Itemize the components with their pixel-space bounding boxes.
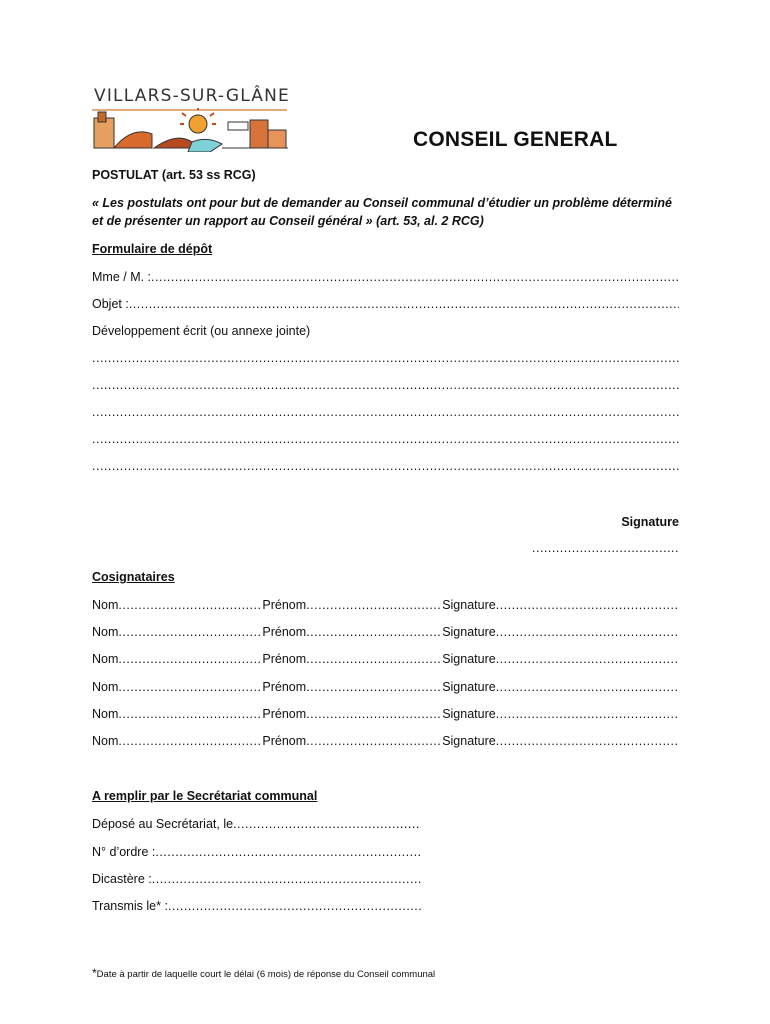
nom-label: Nom [92,707,119,721]
cosignatory-row[interactable] [92,734,679,748]
signature-label: Signature [621,515,679,529]
prenom-label: Prénom [262,625,307,639]
postulat-intro-line-2: et de présenter un rapport au Conseil général » (art. 53, al. 2 RCG) [92,214,484,228]
transmitted-label: Transmis le* : [92,899,168,913]
deposited-dotted-line[interactable] [233,817,421,831]
name-dotted-line[interactable] [151,270,679,284]
cosignatory-row[interactable] [92,652,679,666]
deposited-label: Déposé au Secrétariat, le [92,817,234,831]
signature-dotted-line[interactable] [496,680,679,694]
signature-label: Signature [442,707,496,721]
order-number-label: N° d’ordre : [92,845,156,859]
signature-dotted-line[interactable] [532,541,679,557]
development-label: Développement écrit (ou annexe jointe) [92,324,311,338]
order-number-dotted-line[interactable] [155,845,421,859]
signature-dotted-line[interactable] [496,707,679,721]
prenom-label: Prénom [262,598,307,612]
cosignataires-title: Cosignataires [92,570,175,584]
name-label: Mme / M. : [92,270,152,284]
secretariat-title: A remplir par le Secrétariat communal [92,789,318,803]
signature-label: Signature [442,652,496,666]
signature-label: Signature [442,625,496,639]
object-field[interactable] [92,297,679,311]
signature-dotted-line[interactable] [496,734,679,748]
cosignatory-row[interactable] [92,625,679,639]
object-label: Objet : [92,297,129,311]
signature-dotted-line[interactable] [496,652,679,666]
object-dotted-line[interactable] [129,297,679,311]
nom-dotted-line[interactable] [118,598,262,612]
logo-illustration [92,108,292,152]
page-title: CONSEIL GENERAL [413,128,618,151]
prenom-dotted-line[interactable] [306,707,442,721]
dicastere-dotted-line[interactable] [152,872,421,886]
cosignatory-row[interactable] [92,680,679,694]
prenom-dotted-line[interactable] [306,598,442,612]
development-line[interactable] [92,378,679,394]
development-line[interactable] [92,432,679,448]
transmitted-dotted-line[interactable] [168,899,421,913]
transmitted-field[interactable] [92,899,421,913]
development-line[interactable] [92,405,679,421]
footnote-star: * [92,966,97,980]
prenom-dotted-line[interactable] [306,734,442,748]
cosignatory-row[interactable] [92,707,679,721]
signature-label: Signature [442,734,496,748]
prenom-dotted-line[interactable] [306,652,442,666]
dicastere-label: Dicastère : [92,872,152,886]
nom-dotted-line[interactable] [118,625,262,639]
nom-label: Nom [92,734,119,748]
municipality-logo [92,84,292,154]
postulat-heading: POSTULAT (art. 53 ss RCG) [92,168,256,182]
name-field[interactable] [92,270,679,284]
development-line[interactable] [92,459,679,475]
prenom-dotted-line[interactable] [306,625,442,639]
prenom-label: Prénom [262,652,307,666]
nom-dotted-line[interactable] [118,680,262,694]
cosignatory-row[interactable] [92,598,679,612]
nom-dotted-line[interactable] [118,652,262,666]
prenom-label: Prénom [262,680,307,694]
signature-label: Signature [442,598,496,612]
nom-dotted-line[interactable] [118,707,262,721]
form-section-title: Formulaire de dépôt [92,242,213,256]
development-line[interactable] [92,351,679,367]
nom-label: Nom [92,598,119,612]
footnote-text: Date à partir de laquelle court le délai (6 mois) de réponse du Conseil communal [96,969,436,980]
prenom-label: Prénom [262,734,307,748]
deposited-field[interactable] [92,817,421,831]
signature-dotted-line[interactable] [496,598,679,612]
logo-wordmark: VILLARS-SUR-GLÂNE [94,86,290,106]
nom-label: Nom [92,652,119,666]
prenom-label: Prénom [262,707,307,721]
footnote [92,966,435,980]
order-number-field[interactable] [92,845,421,859]
postulat-intro-line-1: « Les postulats ont pour but de demander au Conseil communal d’étudier un problème déterminé [92,196,672,210]
signature-label: Signature [442,680,496,694]
nom-label: Nom [92,680,119,694]
signature-dotted-line[interactable] [496,625,679,639]
dicastere-field[interactable] [92,872,421,886]
nom-label: Nom [92,625,119,639]
prenom-dotted-line[interactable] [306,680,442,694]
nom-dotted-line[interactable] [118,734,262,748]
